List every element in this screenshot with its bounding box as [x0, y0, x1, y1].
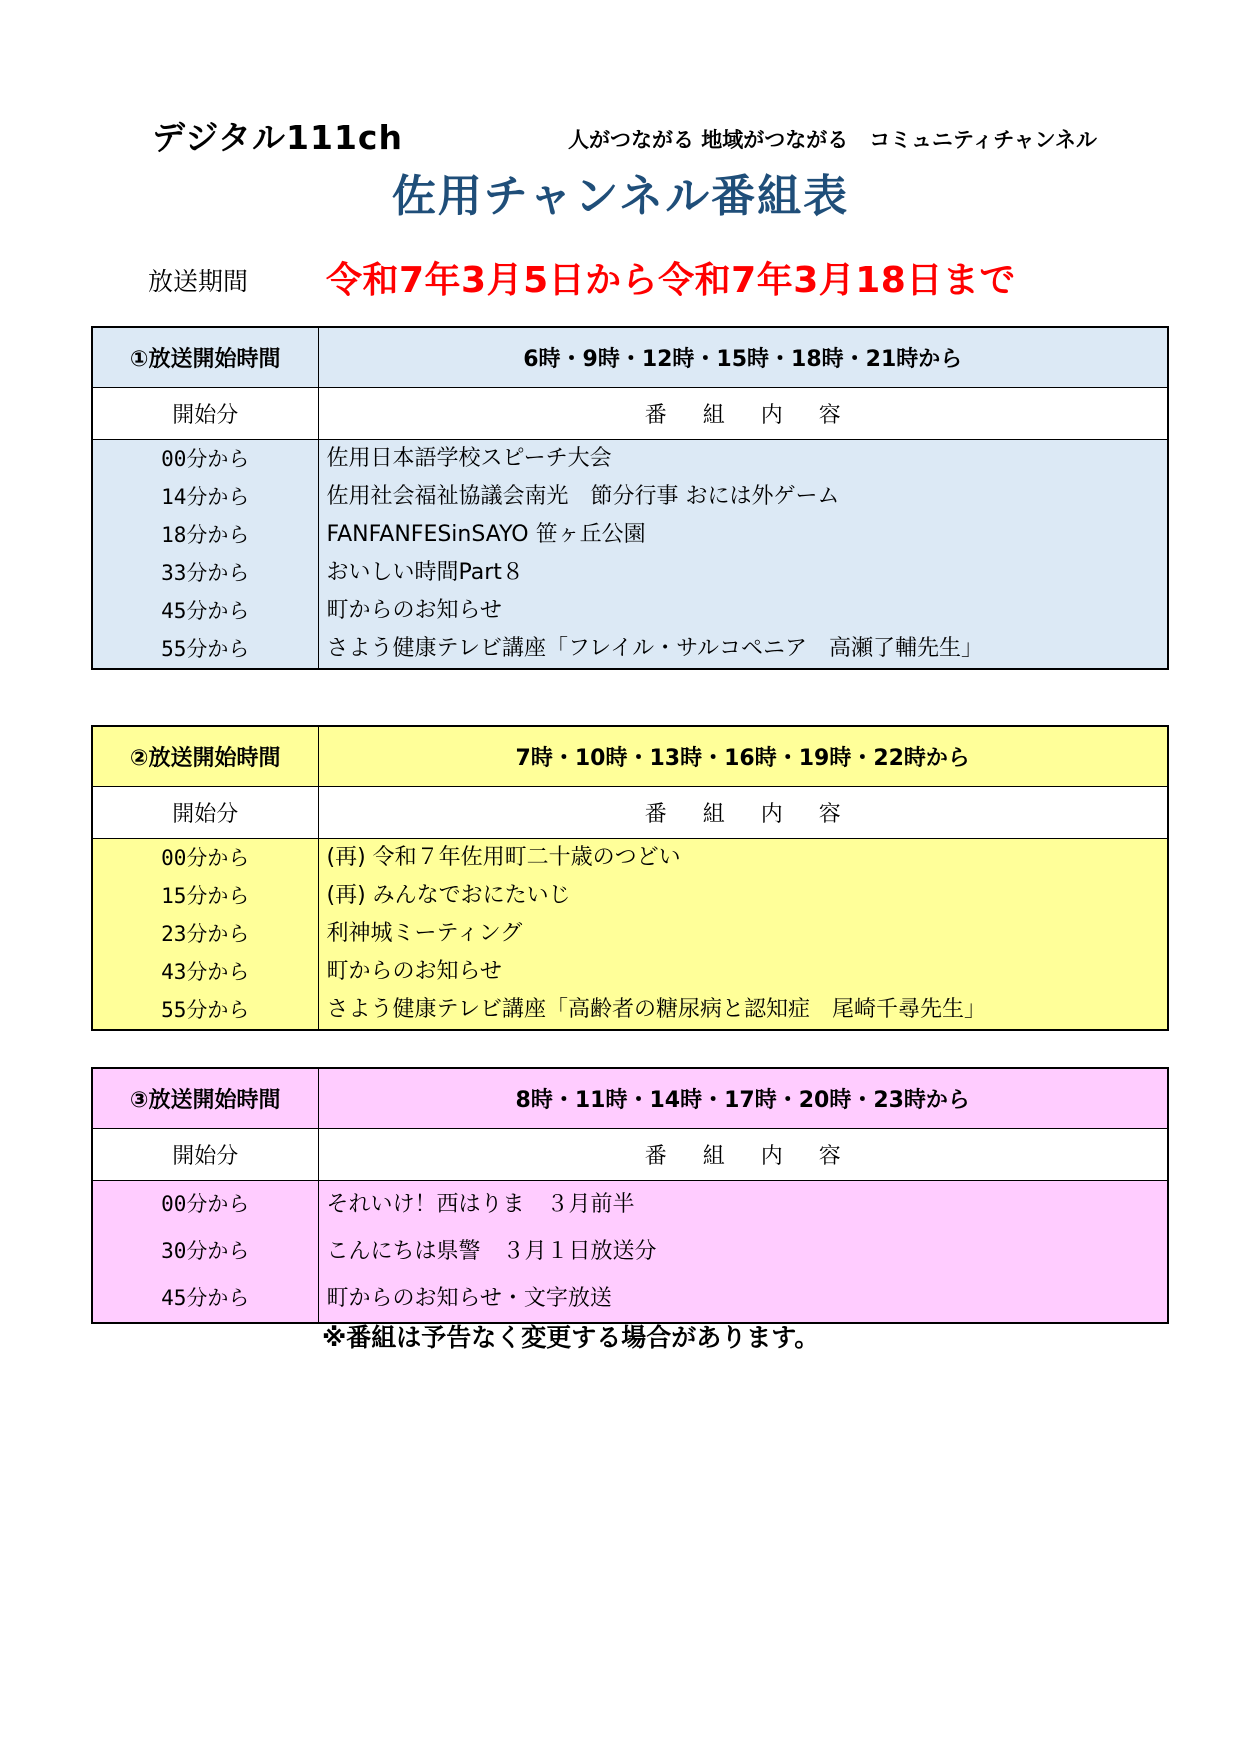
row-program: 佐用社会福祉協議会南光 節分行事 おには外ゲーム: [326, 484, 840, 509]
start-times: 6時・9時・12時・15時・18時・21時から: [318, 327, 1168, 388]
schedule-table-2: [91, 725, 1169, 1031]
row-minute: 45分から: [161, 1286, 250, 1310]
program-column-header: 番組内容: [318, 787, 1168, 839]
row-minute: 00分から: [161, 447, 250, 471]
period-label: 放送期間: [148, 267, 249, 296]
row-minute: 00分から: [161, 846, 250, 870]
start-times: 7時・10時・13時・16時・19時・22時から: [318, 726, 1168, 787]
page-title: 佐用チャンネル番組表: [391, 171, 850, 222]
row-minute: 18分から: [161, 523, 250, 547]
minute-list: [92, 1181, 318, 1324]
row-minute: 33分から: [161, 561, 250, 585]
minute-list: [92, 440, 318, 670]
program-list: [318, 1181, 1168, 1324]
row-minute: 30分から: [161, 1239, 250, 1263]
row-minute: 23分から: [161, 922, 250, 946]
row-minute: 43分から: [161, 960, 250, 984]
row-program: 利神城ミーティング: [326, 921, 523, 946]
minute-column-header: 開始分: [92, 388, 318, 440]
start-times: 8時・11時・14時・17時・20時・23時から: [318, 1068, 1168, 1129]
row-program: (再) 令和７年佐用町二十歳のつどい: [326, 845, 681, 870]
row-program: おいしい時間Part８: [326, 560, 524, 585]
schedule-table-1: [91, 326, 1169, 670]
start-time-label: ①放送開始時間: [92, 327, 318, 388]
start-time-label: ②放送開始時間: [92, 726, 318, 787]
row-program: 町からのお知らせ・文字放送: [326, 1286, 612, 1311]
row-program: 町からのお知らせ: [326, 959, 502, 984]
row-program: さよう健康テレビ講座「フレイル・サルコペニア 高瀬了輔先生」: [326, 636, 983, 661]
minute-column-header: 開始分: [92, 787, 318, 839]
row-minute: 15分から: [161, 884, 250, 908]
footer-note: ※番組は予告なく変更する場合があります。: [322, 1323, 820, 1352]
schedule-table-3: [91, 1067, 1169, 1324]
channel-name: デジタル111ch: [152, 118, 403, 157]
row-program: (再) みんなでおにたいじ: [326, 883, 571, 908]
row-minute: 14分から: [161, 485, 250, 509]
minute-list: [92, 839, 318, 1031]
row-minute: 55分から: [161, 998, 250, 1022]
program-list: [318, 839, 1168, 1031]
program-column-header: 番組内容: [318, 1129, 1168, 1181]
program-list: [318, 440, 1168, 670]
row-program: こんにちは県警 ３月１日放送分: [326, 1239, 657, 1264]
row-program: FANFANFESinSAYO 笹ヶ丘公園: [326, 522, 646, 547]
row-minute: 00分から: [161, 1192, 250, 1216]
row-program: 佐用日本語学校スピーチ大会: [326, 446, 612, 471]
row-minute: 55分から: [161, 637, 250, 661]
tagline: 人がつながる 地域がつながる コミュニティチャンネル: [568, 128, 1097, 152]
row-minute: 45分から: [161, 599, 250, 623]
program-column-header: 番組内容: [318, 388, 1168, 440]
row-program: さよう健康テレビ講座「高齢者の糖尿病と認知症 尾崎千尋先生」: [326, 997, 987, 1022]
minute-column-header: 開始分: [92, 1129, 318, 1181]
row-program: それいけ！西はりま ３月前半: [326, 1192, 635, 1217]
period-value: 令和7年3月5日から令和7年3月18日まで: [326, 260, 1016, 301]
row-program: 町からのお知らせ: [326, 598, 502, 623]
start-time-label: ③放送開始時間: [92, 1068, 318, 1129]
